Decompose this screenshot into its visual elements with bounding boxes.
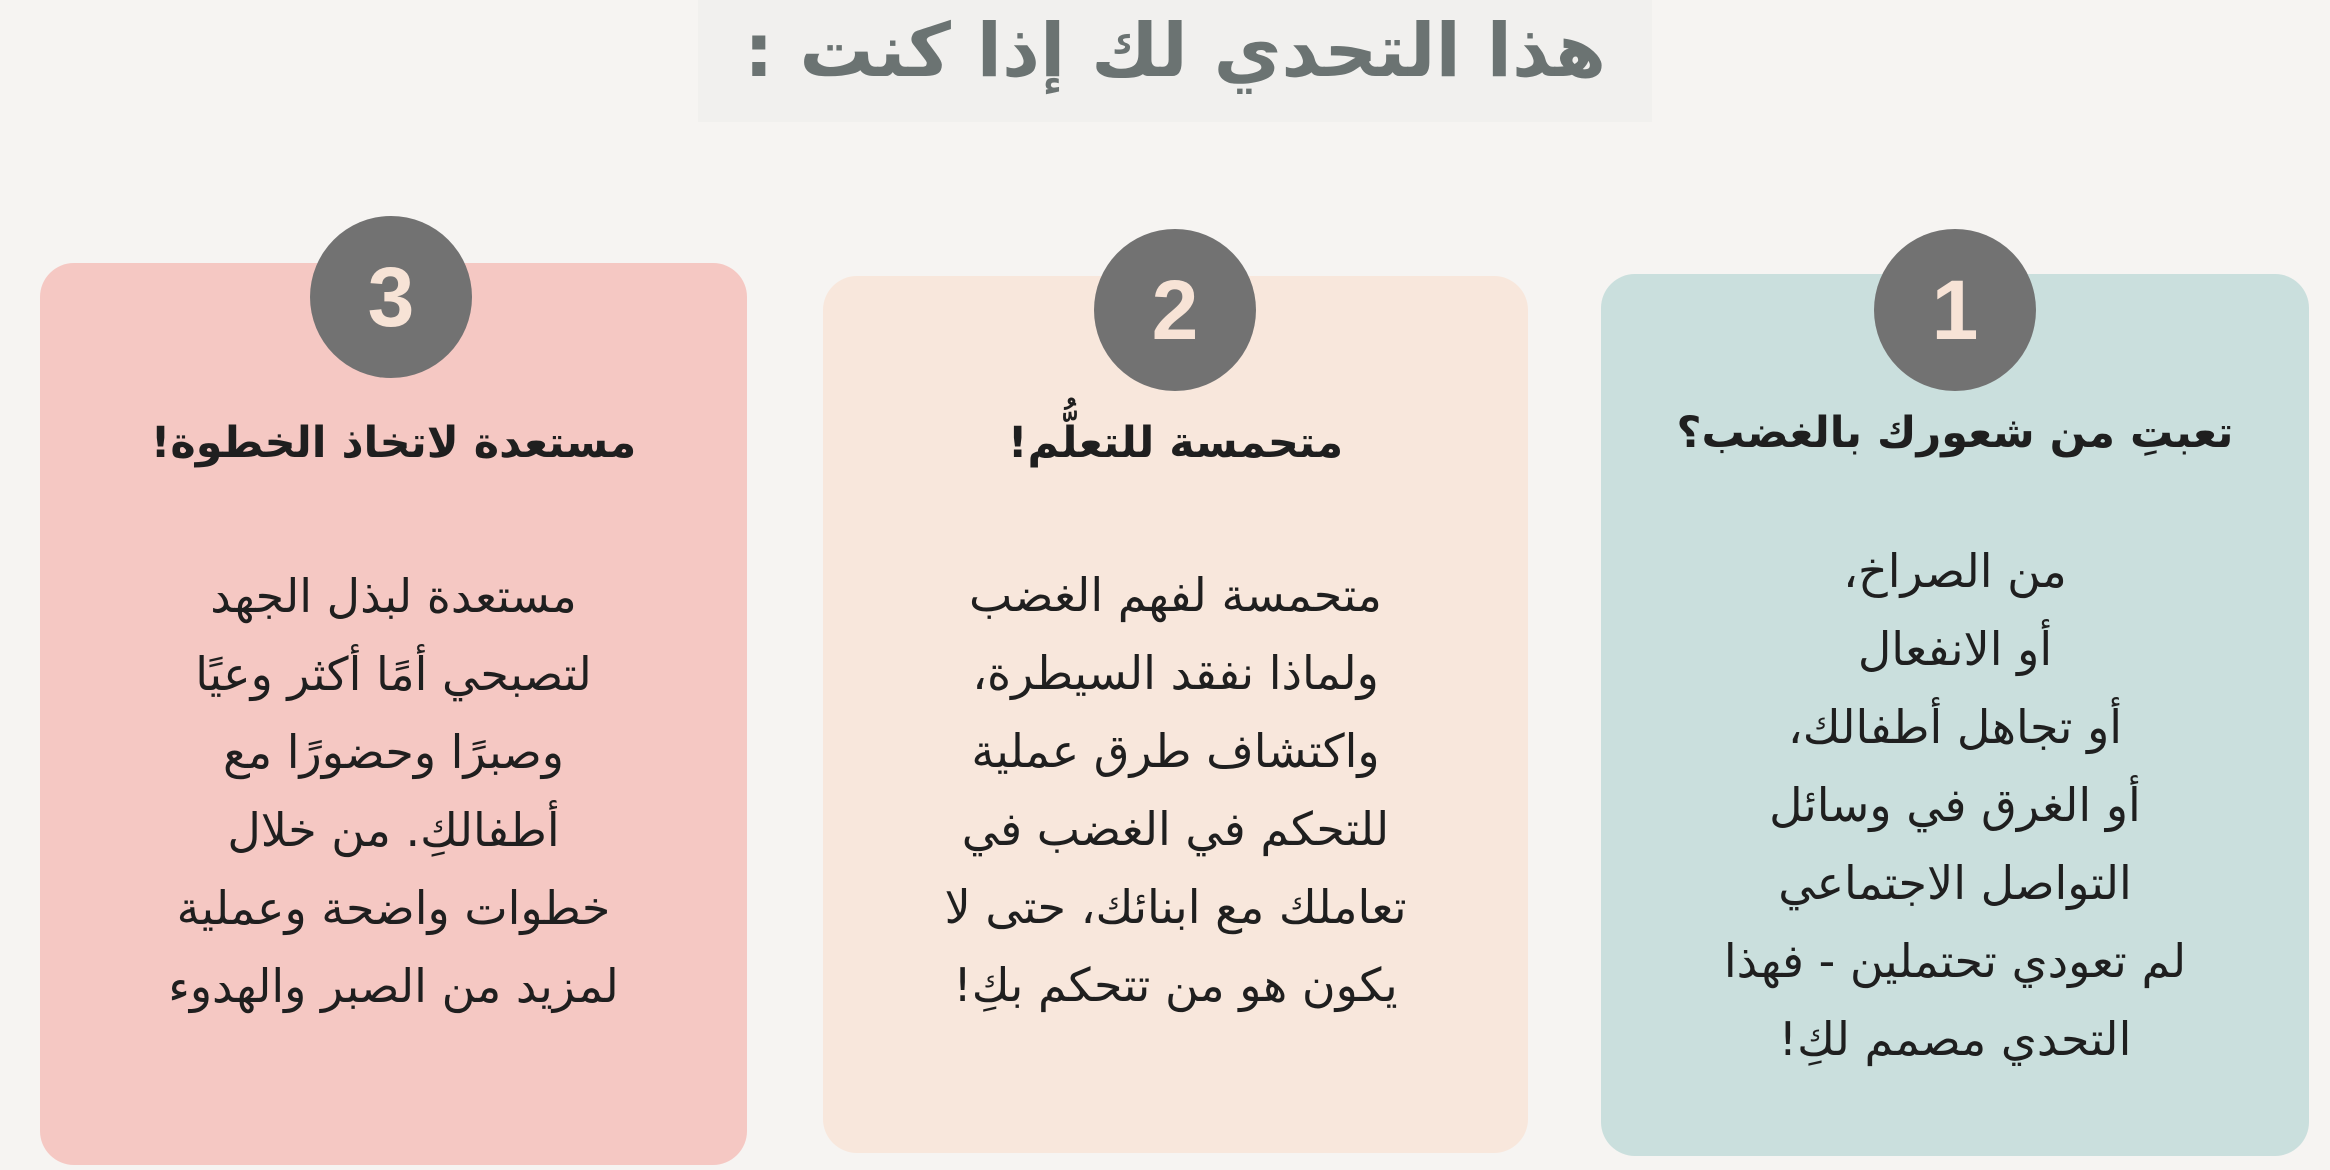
card-heading: متحمسة للتعلُّم!	[1007, 418, 1344, 468]
page-title: هذا التحدي لك إذا كنت :	[743, 8, 1607, 94]
card-anger-tired	[1601, 274, 2309, 1156]
card-line: ولماذا نفقد السيطرة،	[972, 646, 1379, 700]
card-line: يكون هو من تتحكم بكِ!	[953, 958, 1398, 1012]
card-line: التحدي مصمم لكِ!	[1778, 1012, 2132, 1066]
card-line: لتصبحي أمًا أكثر وعيًا	[195, 647, 592, 701]
card-line: التواصل الاجتماعي	[1778, 856, 2132, 910]
card-line: أو تجاهل أطفالك،	[1787, 700, 2123, 754]
card-line: مستعدة لبذل الجهد	[210, 569, 577, 623]
card-line: للتحكم في الغضب في	[961, 802, 1390, 856]
card-line: وصبرًا وحضورًا مع	[223, 725, 564, 779]
card-line: واكتشاف طرق عملية	[971, 724, 1380, 778]
step-number-badge	[1094, 229, 1256, 391]
card-line: لمزيد من الصبر والهدوء	[168, 959, 619, 1013]
card-heading: مستعدة لاتخاذ الخطوة!	[150, 418, 637, 468]
card-line: خطوات واضحة وعملية	[176, 881, 611, 935]
card-body	[1601, 532, 2309, 1078]
step-number: 2	[1151, 263, 1199, 357]
card-line: متحمسة لفهم الغضب	[969, 568, 1382, 622]
card-line: لم تعودي تحتملين - فهذا	[1723, 934, 2187, 988]
card-body	[823, 556, 1528, 1024]
card-body	[40, 557, 747, 1025]
card-heading: تعبتِ من شعورك بالغضب؟	[1676, 408, 2234, 458]
step-number: 3	[367, 250, 415, 344]
card-line: أطفالكِ. من خلال	[227, 803, 560, 857]
card-line: من الصراخ،	[1843, 544, 2067, 598]
card-line: تعاملك مع ابنائك، حتى لا	[944, 880, 1407, 934]
step-number: 1	[1931, 263, 1979, 357]
title-band	[698, 0, 1652, 122]
step-number-badge	[1874, 229, 2036, 391]
card-ready-to-act	[40, 263, 747, 1165]
card-line: أو الانفعال	[1857, 622, 2053, 676]
step-number-badge	[310, 216, 472, 378]
card-line: أو الغرق في وسائل	[1769, 778, 2141, 832]
card-eager-to-learn	[823, 276, 1528, 1153]
